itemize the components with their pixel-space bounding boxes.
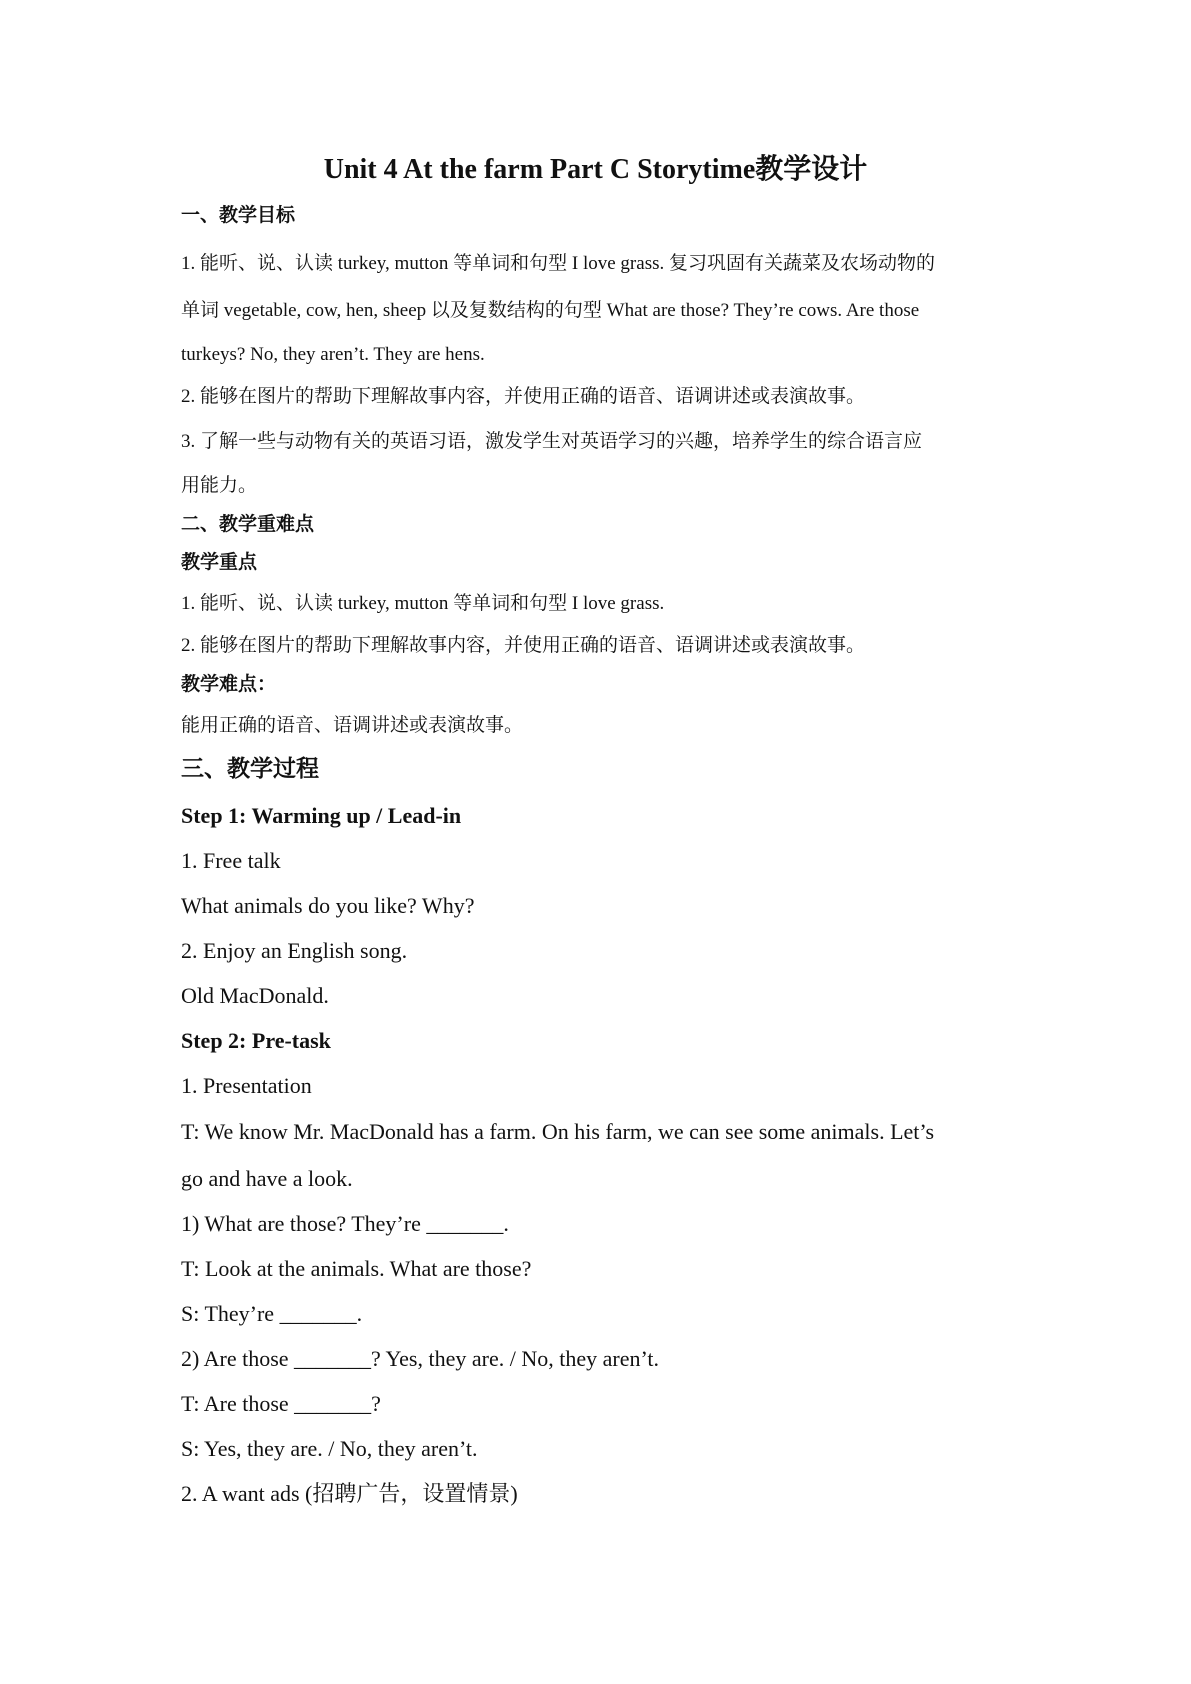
- section-teaching-process: [181, 749, 1021, 1516]
- paragraph-line: S: Yes, they are. / No, they aren’t.: [181, 1436, 478, 1461]
- paragraph-line: 1. 能听、说、认读 turkey, mutton 等单词和句型 I love grass. 复习巩固有关蔬菜及农场动物的: [181, 253, 935, 274]
- paragraph-line: 2. A want ads (招聘广告，设置情景): [181, 1481, 518, 1506]
- subsection-heading: 教学难点：: [181, 674, 277, 695]
- subsection-heading: 教学重点: [181, 552, 258, 573]
- paragraph-line: 1. Presentation: [181, 1073, 312, 1098]
- paragraph-line: 3. 了解一些与动物有关的英语习语，激发学生对英语学习的兴趣，培养学生的综合语言应: [181, 431, 923, 452]
- paragraph-line: T: Are those _______?: [181, 1391, 381, 1416]
- paragraph-line: What animals do you like? Why?: [181, 893, 475, 918]
- document-body: [181, 198, 1021, 1516]
- paragraph-line: 用能力。: [181, 475, 258, 496]
- step-heading: Step 2: Pre-task: [181, 1028, 331, 1053]
- section-heading: 二、教学重难点: [181, 514, 315, 535]
- paragraph-line: T: We know Mr. MacDonald has a farm. On his farm, we can see some animals. Let’s: [181, 1119, 935, 1144]
- paragraph-line: 1. 能听、说、认读 turkey, mutton 等单词和句型 I love grass.: [181, 593, 665, 614]
- section-heading: 三、教学过程: [181, 756, 319, 781]
- step-heading: Step 1: Warming up / Lead-in: [181, 803, 462, 828]
- paragraph-line: 2. 能够在图片的帮助下理解故事内容，并使用正确的语音、语调讲述或表演故事。: [181, 386, 866, 407]
- paragraph-line: 1. Free talk: [181, 848, 281, 873]
- paragraph-line: turkeys? No, they aren’t. They are hens.: [181, 344, 485, 365]
- paragraph-line: 2. Enjoy an English song.: [181, 938, 408, 963]
- paragraph-line: Old MacDonald.: [181, 983, 329, 1008]
- paragraph-line: 2. 能够在图片的帮助下理解故事内容，并使用正确的语音、语调讲述或表演故事。: [181, 635, 866, 656]
- paragraph-line: 2) Are those _______? Yes, they are. / No, they aren’t.: [181, 1346, 659, 1371]
- page-title: Unit 4 At the farm Part C Storytime教学设计: [323, 154, 868, 185]
- section-heading: 一、教学目标: [181, 205, 296, 226]
- section-teaching-goals: [181, 198, 1021, 507]
- section-key-points: [181, 507, 1021, 747]
- paragraph-line: S: They’re _______.: [181, 1301, 363, 1326]
- paragraph-line: 1) What are those? They’re _______.: [181, 1211, 509, 1236]
- paragraph-line: 能用正确的语音、语调讲述或表演故事。: [181, 715, 524, 736]
- paragraph-line: T: Look at the animals. What are those?: [181, 1256, 532, 1281]
- paragraph-line: go and have a look.: [181, 1166, 353, 1191]
- paragraph-line: 单词 vegetable, cow, hen, sheep 以及复数结构的句型 What are those? They’re cows. Are those: [181, 300, 920, 321]
